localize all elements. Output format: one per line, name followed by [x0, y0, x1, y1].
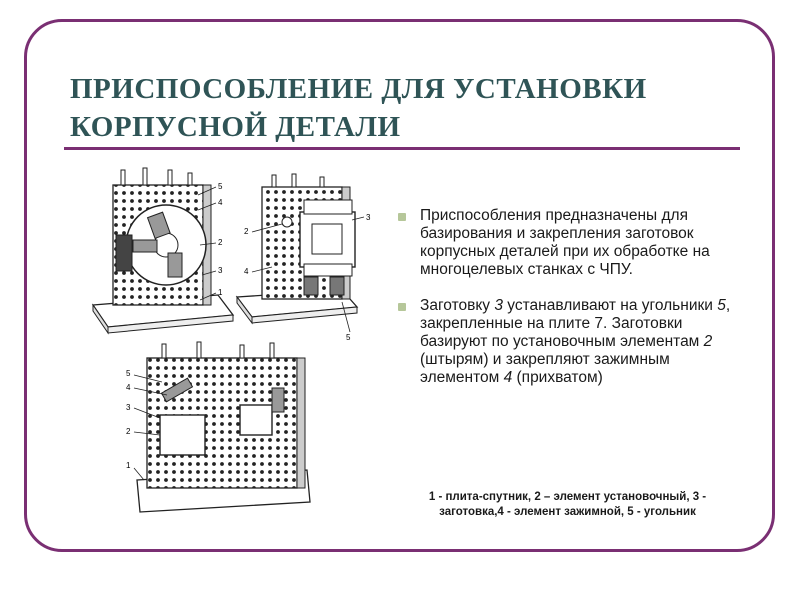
fig3-label-2: 2 [126, 427, 131, 436]
fig2-label-4: 4 [244, 267, 249, 276]
slide-title [70, 70, 750, 146]
fig1-label-5: 5 [218, 182, 223, 191]
fig3-label-1: 1 [126, 461, 131, 470]
title-line-2: КОРПУСНОЙ ДЕТАЛИ [70, 111, 401, 143]
fig3-label-4: 4 [126, 383, 131, 392]
fixture-drawing-1 [88, 165, 238, 335]
bullet2-text-4: (штырям) и закрепляют зажимным элементом [420, 351, 670, 386]
title-underline [64, 147, 740, 150]
fig2-label-3: 3 [366, 213, 371, 222]
bullet-procedure [398, 297, 743, 387]
fig2-label-5: 5 [346, 333, 351, 342]
fig1-label-1: 1 [218, 288, 223, 297]
ref-3: 3 [494, 297, 503, 314]
fig3-label-5: 5 [126, 369, 131, 378]
title-line-1: ПРИСПОСОБЛЕНИЕ ДЛЯ УСТАНОВКИ [70, 73, 647, 105]
bullet-purpose: Приспособления предназначены для базирования и закрепления заготовок корпусных деталей при их обработке на многоцелевых станках с ЧПУ. [398, 207, 743, 279]
fig2-label-2: 2 [244, 227, 249, 236]
ref-2: 2 [703, 333, 713, 350]
bullet2-text-5: (прихватом) [512, 369, 603, 386]
fixture-drawing-3 [122, 340, 322, 525]
bullet2-text-3: , закрепленные на плите 7. Заготовки базируют по установочным элементам [420, 297, 731, 350]
bullet-list [398, 207, 743, 405]
bullet2-text-2: устанавливают на угольники [503, 297, 718, 314]
fig1-label-3: 3 [218, 266, 223, 275]
fig1-label-2: 2 [218, 238, 223, 247]
ref-5: 5 [717, 297, 726, 314]
ref-4: 4 [503, 369, 513, 386]
fig1-label-4: 4 [218, 198, 223, 207]
fig3-label-3: 3 [126, 403, 131, 412]
fixture-drawing-2 [232, 172, 382, 342]
bullet2-text-1: Заготовку [420, 297, 495, 314]
legend-caption: 1 - плита-спутник, 2 – элемент установочный, 3 - заготовка,4 - элемент зажимной, 5 - угольник [428, 491, 707, 518]
